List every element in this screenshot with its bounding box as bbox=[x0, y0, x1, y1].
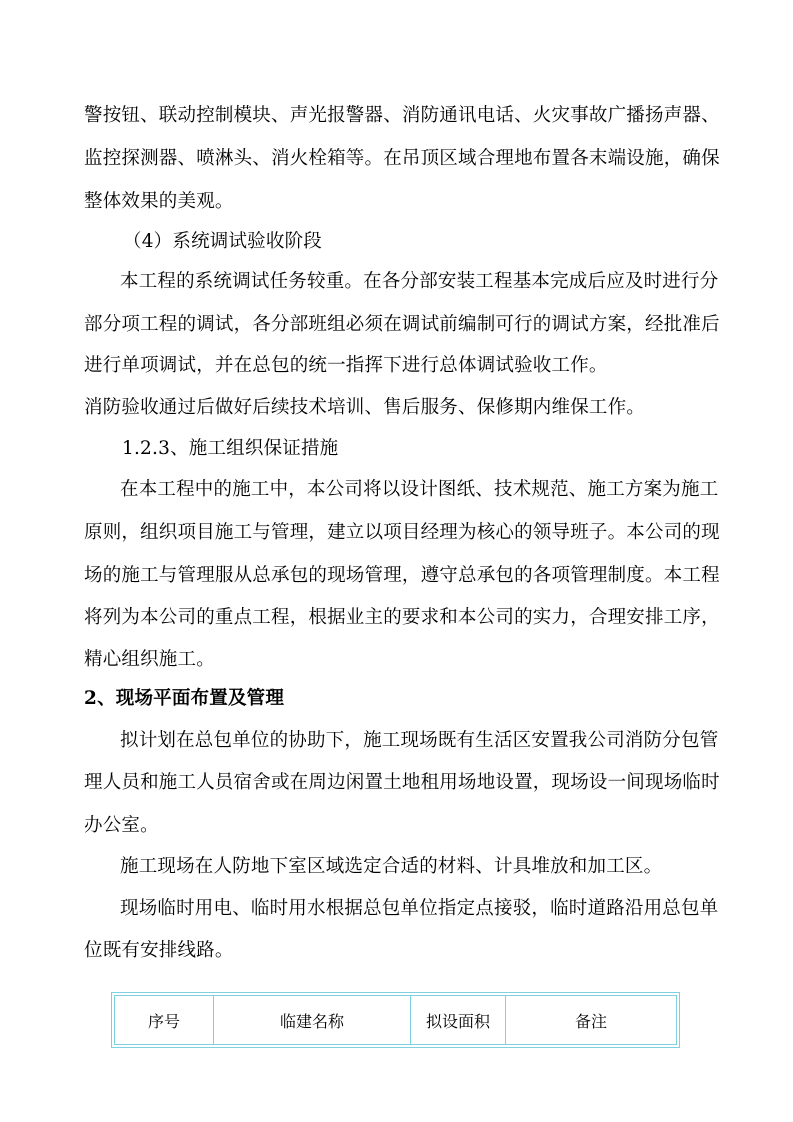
paragraph-line: 在本工程中的施工中，本公司将以设计图纸、技术规范、施工方案为施工 bbox=[120, 479, 719, 500]
paragraph-line: 部分项工程的调试，各分部班组必须在调试前编制可行的调试方案，经批准后 bbox=[84, 314, 720, 335]
table-header-cell: 备注 bbox=[505, 996, 676, 1044]
table-header-cell: 序号 bbox=[147, 1011, 180, 1031]
paragraph-line: 消防验收通过后做好后续技术培训、售后服务、保修期内维保工作。 bbox=[84, 397, 646, 418]
paragraph-line: 监控探测器、喷淋头、消火栓箱等。在吊顶区域合理地布置各末端设施，确保 bbox=[84, 148, 720, 169]
table-header-cell: 拟设面积 bbox=[410, 996, 505, 1044]
paragraph-line: 现场临时用电、临时用水根据总包单位指定点接驳，临时道路沿用总包单 bbox=[120, 898, 719, 919]
table-header-row bbox=[114, 995, 677, 1045]
paragraph-line: 办公室。 bbox=[84, 815, 159, 836]
table-header-cell: 临建名称 bbox=[213, 996, 410, 1044]
paragraph-line: 警按钮、联动控制模块、声光报警器、消防通讯电话、火灾事故广播扬声器、 bbox=[84, 105, 720, 126]
paragraph-line: 进行单项调试，并在总包的统一指挥下进行总体调试验收工作。 bbox=[84, 355, 608, 376]
facility-table bbox=[111, 992, 680, 1048]
section-heading: 2、现场平面布置及管理 bbox=[84, 688, 285, 709]
paragraph-line: 位既有安排线路。 bbox=[84, 940, 234, 961]
paragraph-line: 施工现场在人防地下室区域选定合适的材料、计具堆放和加工区。 bbox=[120, 856, 663, 877]
paragraph-line: 本工程的系统调试任务较重。在各分部安装工程基本完成后应及时进行分 bbox=[120, 271, 719, 292]
paragraph-line: 拟计划在总包单位的协助下，施工现场既有生活区安置我公司消防分包管 bbox=[120, 730, 719, 751]
paragraph-line: 理人员和施工人员宿舍或在周边闲置土地租用场地设置，现场设一间现场临时 bbox=[84, 772, 720, 793]
section-heading: 1.2.3、施工组织保证措施 bbox=[122, 438, 339, 459]
section-heading: （4）系统调试验收阶段 bbox=[123, 231, 322, 252]
paragraph-line: 场的施工与管理服从总承包的现场管理，遵守总承包的各项管理制度。本工程 bbox=[84, 565, 720, 586]
paragraph-line: 精心组织施工。 bbox=[84, 649, 215, 670]
paragraph-line: 将列为本公司的重点工程，根据业主的要求和本公司的实力，合理安排工序， bbox=[84, 607, 720, 628]
paragraph-line: 整体效果的美观。 bbox=[84, 191, 234, 212]
paragraph-line: 原则，组织项目施工与管理，建立以项目经理为核心的领导班子。本公司的现 bbox=[84, 522, 720, 543]
